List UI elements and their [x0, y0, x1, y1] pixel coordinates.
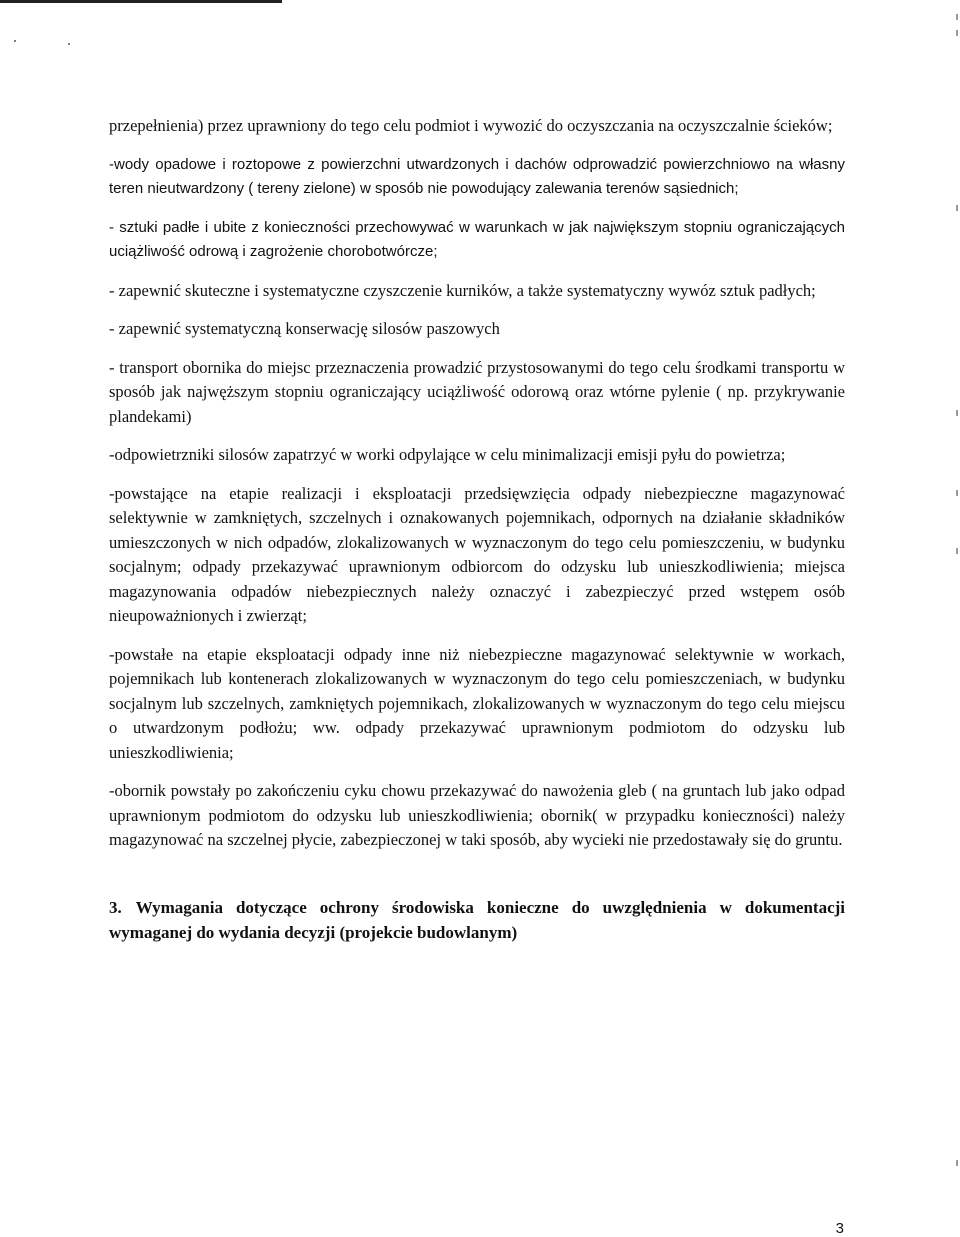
- paragraph-silo-vents: -odpowietrzniki silosów zapatrzyć w worki odpylające w celu minimalizacji emisji pyłu do powietrza;: [109, 445, 786, 464]
- paragraph-manure-storage: -obornik powstały po zakończeniu cyku chowu przekazywać do nawożenia gleb ( na gruntach lub jako odpad uprawnionym podmiotom do odzysku lub unieszkodliwienia; obornik( w przypadku konieczności) należy magazynować na szczelnej płycie, zabezpieczonej w taki sposób, aby wycieki nie przedostawały się do gruntu.: [109, 781, 845, 849]
- scan-speck: [68, 43, 70, 45]
- paragraph-manure-transport: - transport obornika do miejsc przeznaczenia prowadzić przystosowanymi do tego celu środkami transportu w sposób jak najwęższym stopniu ograniczający uciążliwość odorową oraz wtórne pylenie ( np. przykrywanie plandekami): [109, 357, 845, 426]
- paragraph-henhouse-cleaning: - zapewnić skuteczne i systematyczne czyszczenie kurników, a także systematyczny wywóz sztuk padłych;: [109, 280, 816, 300]
- top-rule: [0, 0, 282, 3]
- section-number: 3.: [109, 897, 122, 917]
- paragraph-silo-maintenance: - zapewnić systematyczną konserwację silosów paszowych: [109, 319, 500, 338]
- page-number: 3: [835, 1220, 844, 1237]
- document-body: [109, 114, 845, 945]
- paragraph-sewage-disposal: przepełnienia) przez uprawniony do tego celu podmiot i wywozić do oczyszczania na oczyszczalnie ścieków;: [109, 116, 833, 135]
- paragraph-hazardous-waste: -powstające na etapie realizacji i eksploatacji przedsięwzięcia odpady niebezpieczne magazynować selektywnie w zamkniętych, szczelnych i oznakowanych pojemnikach, odpornych na działanie składników umieszczonych w nich odpadów, zlokalizowanych w wyznaczonym do tego celu pomieszczeniu, w budynku socjalnym; odpady przekazywać uprawnionym odbiorcom do odzysku lub unieszkodliwienia; miejsca magazynowania odpadów niebezpiecznych należy oznaczyć i zabezpieczyć przed wstępem osób nieupoważnionych i zwierząt;: [109, 483, 845, 625]
- scan-edge-marks: [952, 0, 958, 1235]
- section-heading: [109, 895, 845, 945]
- paragraph-non-hazardous-waste: -powstałe na etapie eksploatacji odpady inne niż niebezpieczne magazynować selektywnie w workach, pojemnikach lub kontenerach zlokalizowanych w wyznaczonym do tego celu pomieszczeniach, w budynku socjalnym lub szczelnych, zamkniętych pojemnikach, zlokalizowanych w wyznaczonym do tego celu miejscu o utwardzonym podłożu; ww. odpady przekazywać uprawnionym podmiotom do odzysku lub unieszkodliwienia;: [109, 644, 845, 762]
- section-title: Wymagania dotyczące ochrony środowiska konieczne do uwzględnienia w dokumentacji wymaganej do wydania decyzji (projekcie budowlanym): [109, 897, 845, 942]
- paragraph-rainwater: -wody opadowe i roztopowe z powierzchni utwardzonych i dachów odprowadzić powierzchniowo na własny teren nieutwardzony ( tereny zielone) w sposób nie powodujący zalewania terenów sąsiednich;: [109, 155, 845, 197]
- scan-speck: [14, 40, 16, 42]
- paragraph-dead-animals: - sztuki padłe i ubite z konieczności przechowywać w warunkach w jak największym stopniu ograniczających uciążliwość odrową i zagrożenie chorobotwórcze;: [109, 218, 845, 260]
